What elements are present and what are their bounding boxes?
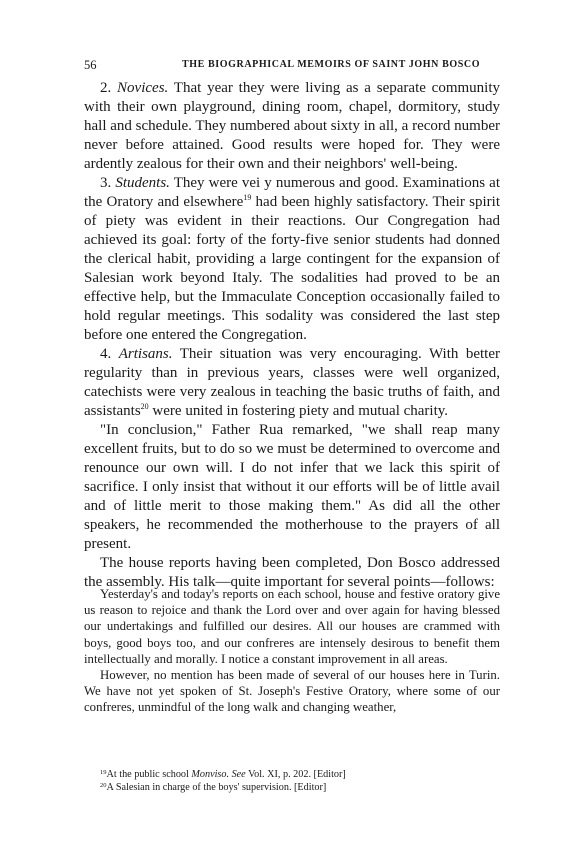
artisans-text-a: Their situation was very encouraging. With better regularity than in previous years, classes were well organized, catechists were very zealous in teaching the basic truths of faith, and assistants [84,346,500,419]
paragraph-transition: The house reports having been completed, Don Bosco addressed the assembly. His talk—quite important for several points—follows: [84,555,500,590]
paragraph-novices: 2. Novices. That year they were living as a separate community with their own playground, dining room, chapel, dormitory, study hall and schedule. They numbered about sixty in all, a record number never before attained. Good results were hoped for. They were ardently zealous for their own and their neighbors' well-being. [84,80,501,172]
footnote-19-text-b: Vol. XI, p. 202. [Editor] [245,769,346,780]
novices-heading: Novices. [117,80,169,96]
footnote-20-text: A Salesian in charge of the boys' supervision. [Editor] [106,782,327,793]
page-header [84,58,499,76]
footnote-20 [100,781,500,794]
artisans-heading: Artisans. [118,346,173,362]
students-text-a: They were vei y numerous and good. Examinations at the Oratory and elsewhere [84,175,500,210]
artisans-text-b: were united in fostering piety and mutual charity. [148,403,449,419]
page-number: 56 [84,58,97,72]
footnote-20-number: 20 [100,782,107,789]
running-title: THE BIOGRAPHICAL MEMOIRS OF SAINT JOHN BOSCO [182,59,481,70]
paragraph-students: 3. Students. They were vei y numerous and good. Examinations at the Oratory and elsewhere$^{19}$ had been highly satisfactory. Their spirit of piety was evident in their reactions. Our Congregation had achieved its goal: forty of the forty-five senior students had donned the clerical habit, providing a large contingent for the expansion of Salesian work beyond Italy. The sodalities had proved to be an effective help, but the Immaculate Conception occasionally failed to hold regular meetings. This sodality was considered the last step before one entered the Congregation. [84,175,500,343]
footnote-19-number: 19 [100,769,107,776]
footnote-19-text-a: At the public school [106,769,192,780]
footnote-ref-19: 19 [243,193,252,202]
quoted-talk [84,586,500,716]
footnote-19-italic: Monviso. See [191,769,246,780]
novices-text: That year they were living as a separate community with their own playground, dining room, chapel, dormitory, study hall and schedule. They numbered about sixty in all, a record number never before attained. Good results were hoped for. They were ardently zealous for their own and their neighbors' well-being. [84,80,501,172]
footnotes [100,768,500,794]
students-text-b: had been highly satisfactory. Their spirit of piety was evident in their reactions. Our Congregation had achieved its goal: forty of the forty-five senior students had donned the clerical habit, providing a large contingent for the expansion of Salesian work beyond Italy. The sodalities had proved to be an effective help, but the Immaculate Conception occasionally failed to hold regular meetings. This sodality was considered the last step before one entered the Congregation. [84,194,500,343]
talk-paragraph-2: However, no mention has been made of several of our houses here in Turin. We have not yet spoken of St. Joseph's Festive Oratory, where some of our confreres, unmindful of the long walk and changing weather, [84,668,500,715]
talk-paragraph-1: Yesterday's and today's reports on each school, house and festive oratory give us reason to rejoice and thank the Lord over and over again for having blessed our undertakings and fulfilled our desires. All our houses are crammed with boys, good boys too, and our confreres are intensely desirous to benefit them intellectually and morally. I notice a constant improvement in all areas. [84,587,500,666]
footnote-19 [100,768,500,781]
students-heading: Students. [115,175,170,191]
main-text [84,79,500,592]
paragraph-conclusion: "In conclusion," Father Rua remarked, "we shall reap many excellent fruits, but to do so we must be determined to overcome and renounce our own will. I do not infer that we lack this spirit of sacrifice. I only insist that without it our efforts will be of little avail and of little merit to those making them." As did all the other speakers, he recommended the motherhouse to the prayers of all present. [84,422,500,552]
paragraph-artisans: 4. Artisans. Their situation was very encouraging. With better regularity than in previous years, classes were well organized, catechists were very zealous in teaching the basic truths of faith, and assistants$^{20}$ were united in fostering piety and mutual charity. [84,346,500,419]
footnote-ref-20: 20 [140,402,149,411]
